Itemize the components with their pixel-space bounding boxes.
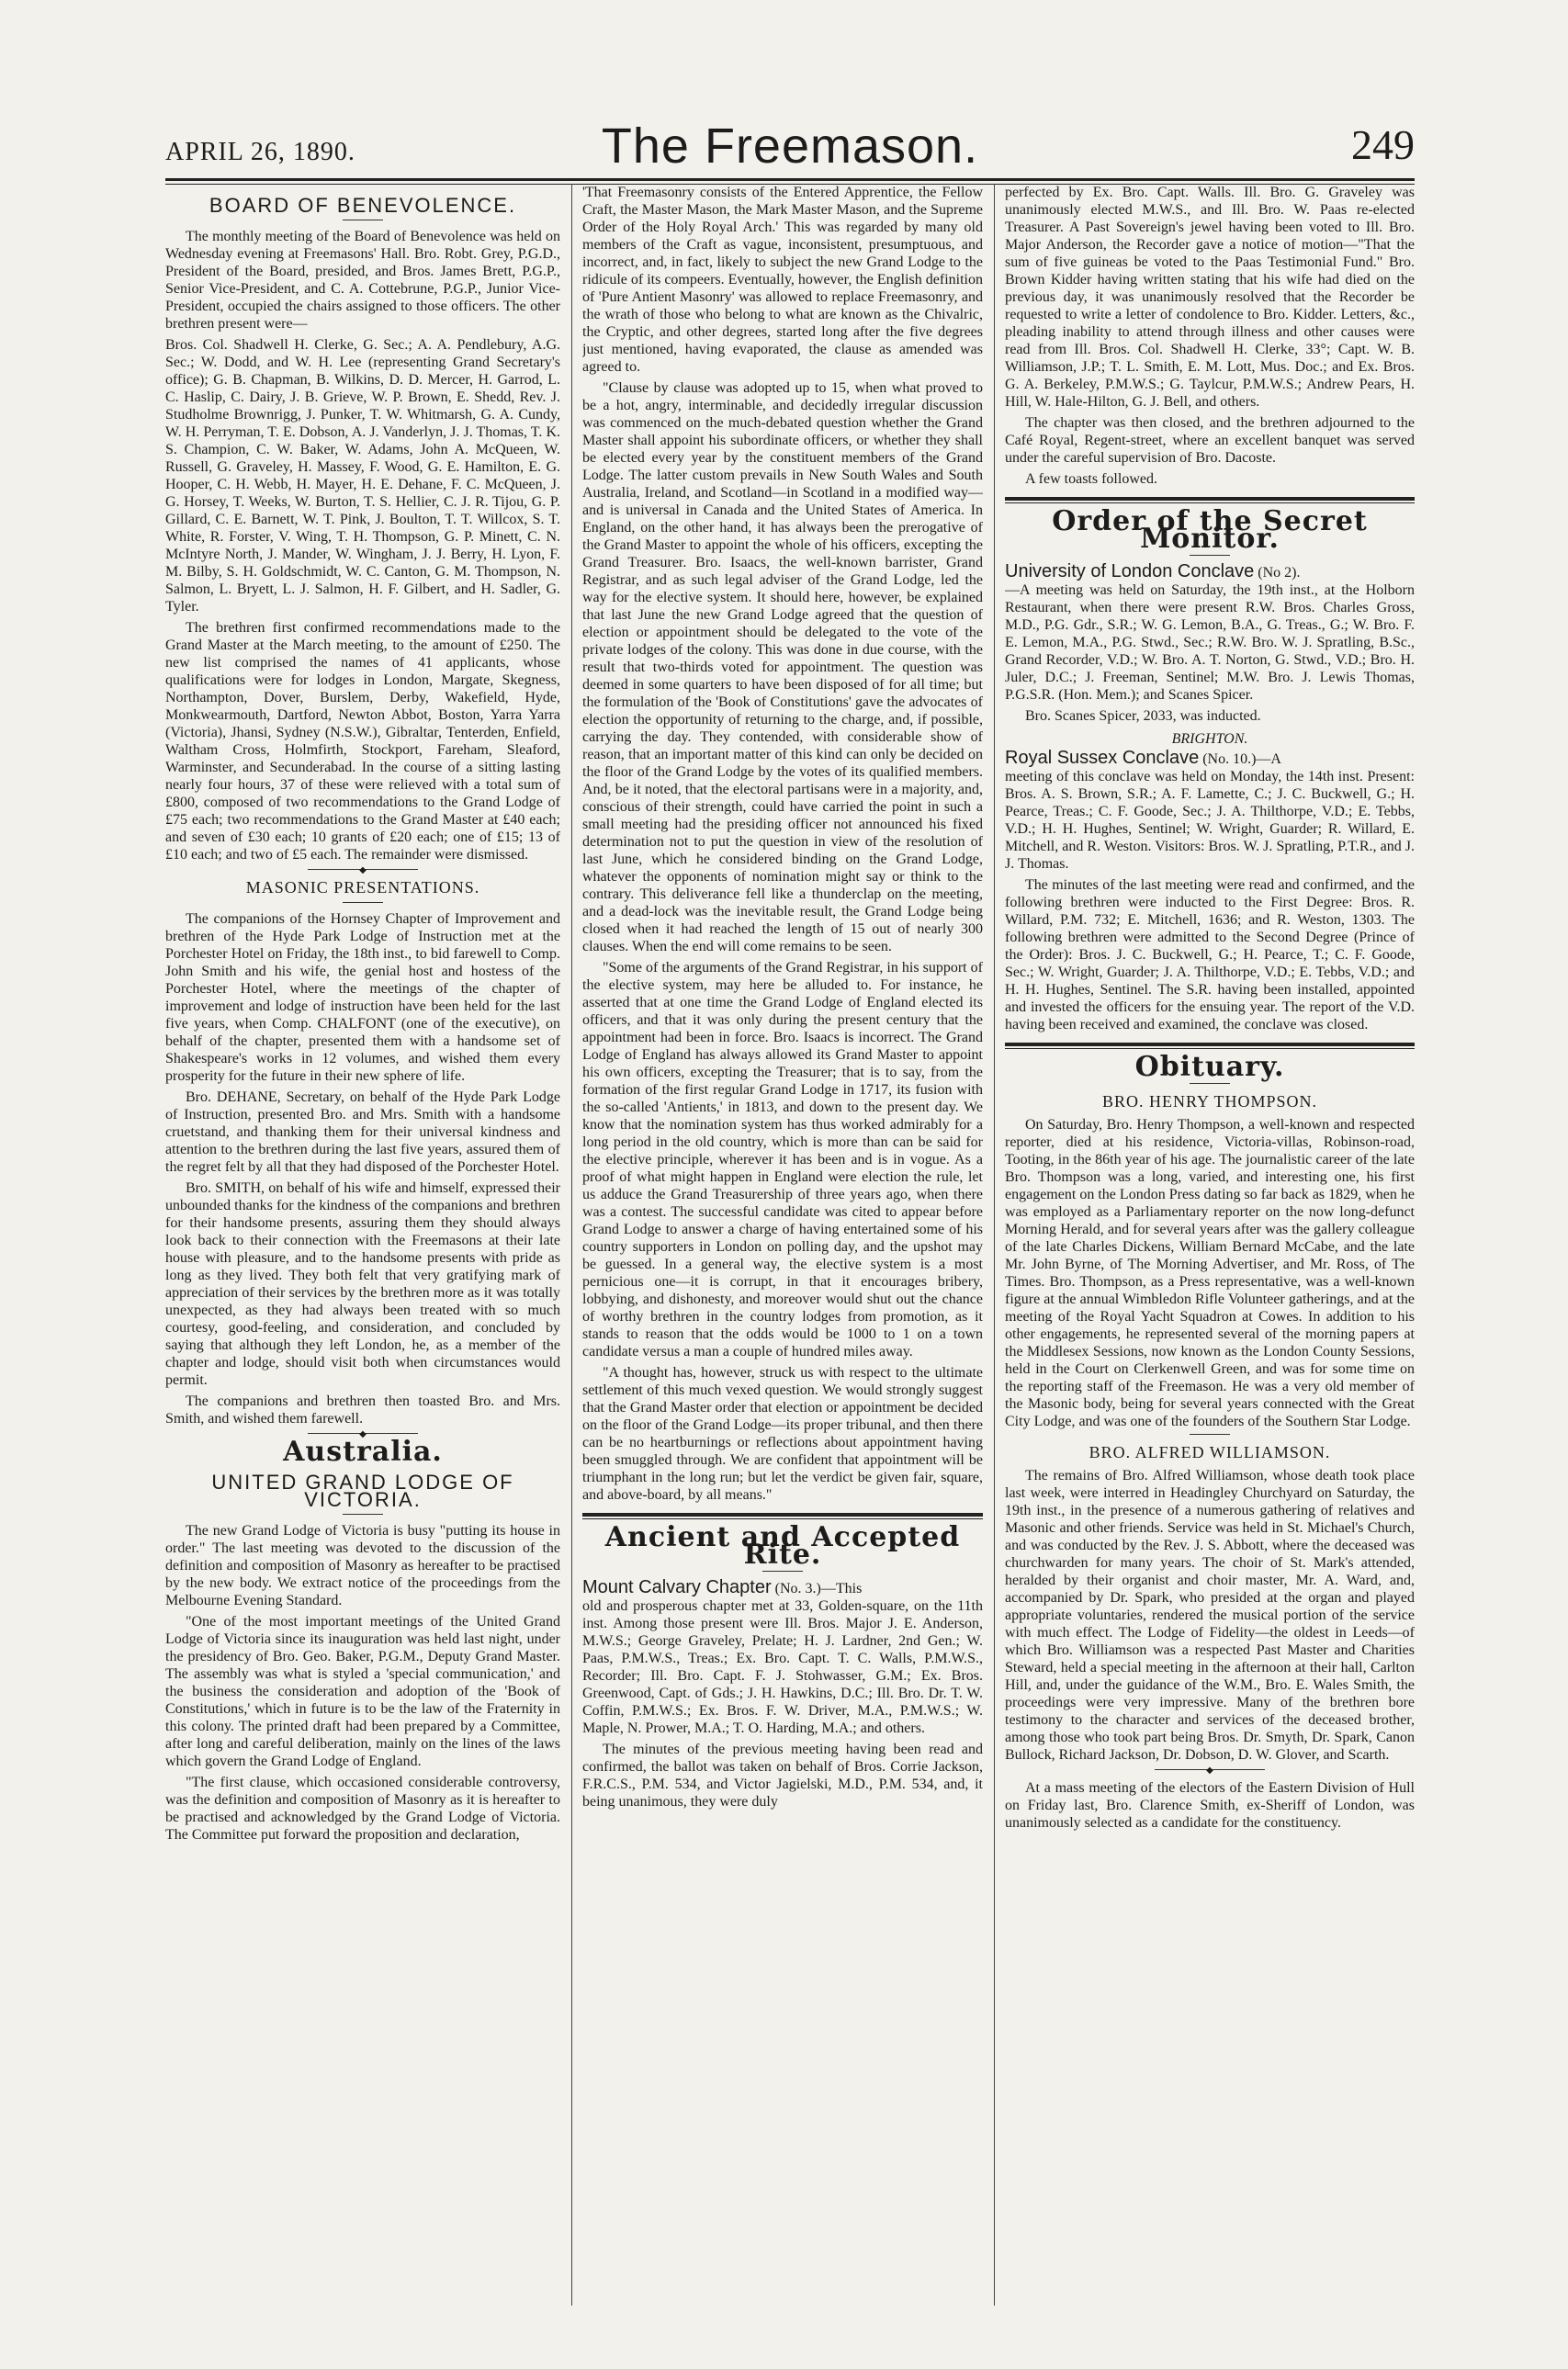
rite-heading: Ancient and Accepted Rite. <box>604 1521 961 1571</box>
sussex-number: (No. 10.)—A <box>1202 751 1281 767</box>
sussex-paragraph: The minutes of the last meeting were read and confirmed, and the following brethren were inducted to the First Degree: Bros. R. Willard, P.M. 732; E. Mitchell, 1636; and R. Weston, 1303. The following brethren were admitted to the Second Degree (Prince of the Order): Bros. J. C. Buckwell, G.; H. Pearce, T.; C. F. Goode, Sec.; W. Wright, Guarder; J. A. Thilthorpe, V.D.; E. Tebbs, V.D.; and H. H. Hughes, Sentinel. The S.R. having been installed, appointed and invested the officers for the ensuing year. The report of the V.D. having been received and examined, the conclave was closed. <box>1005 877 1415 1032</box>
diamond-divider <box>1155 1769 1265 1770</box>
presentations-heading: MASONIC PRESENTATIONS. <box>245 878 480 897</box>
london-paragraph: Bro. Scanes Spicer, 2033, was inducted. <box>1025 708 1261 724</box>
calvary-continued: A few toasts followed. <box>1025 471 1157 487</box>
presentations-paragraph: The companions and brethren then toasted Bro. and Mrs. Smith, and wished them farewell. <box>165 1393 560 1427</box>
board-paragraph: The brethren first confirmed recommendations made to the Grand Master at the March meeting, to the amount of £250. The new list comprised the names of 41 applicants, whose qualifications were for lodges in London, Margate, Skegness, Northampton, Dover, Burslem, Derby, Wakefield, Hyde, Monkwearmouth, Dartford, Newton Abbot, Boston, Yarra Yarra (Victoria), Jhansi, Sydney (N.S.W.), Gibraltar, Tenterden, Enfield, Waltham Cross, Holmfirth, Stockport, Fareham, Sleaford, Warminster, and Secunderabad. In the course of a sitting lasting nearly four hours, 37 of these were relieved with a total sum of £800, composed of two recommendations to the Grand Lodge of £75 each; two recommendations to the Grand Master at £40 each; and seven of £30 each; 10 grants of £20 each; one of £15; 13 of £10 each; and two of £5 each. The remainder were dismissed. <box>165 620 560 863</box>
short-rule <box>1190 1434 1230 1435</box>
column-1 <box>165 184 560 2314</box>
williamson-paragraph: The remains of Bro. Alfred Williamson, whose death took place last week, were interred in Headingley Churchyard on Saturday, the 19th inst., in the presence of a numerous gathering of relatives and Masonic and other friends. Service was held in St. Michael's Church, and was conducted by the Rev. J. S. Abbott, where the deceased was churchwarden for many years. The choir of St. Mark's attended, heralded by their organist and choir master, Mr. A. Ward, and, accompanied by Dr. Spark, who presided at the organ and played appropriate voluntaries, rendered the musical portion of the service with much effect. The Lodge of Fidelity—the oldest in Leeds—of which Bro. Williamson was a respected Past Master and Charities Steward, held a special meeting in the afternoon at their hall, Carlton Hill, and, under the guidance of the W.M., Bro. E. Wales Smith, the proceedings were very impressive. Many of the brethren bore testimony to the character and services of the deceased brother, among those who took part being Bros. Dr. Smyth, Dr. Spark, Canon Bullock, Richard Jackson, Dr. Dobson, D. W. Glover, and Scarth. <box>1005 1468 1415 1763</box>
london-heading-line <box>1005 563 1415 581</box>
calvary-continued: perfected by Ex. Bro. Capt. Walls. Ill. Bro. G. Graveley was unanimously elected M.W.S., and Ill. Bro. W. Paas re-elected Treasurer. A Past Sovereign's jewel having been voted to Ill. Bro. Major Anderson, the Recorder gave a notice of motion—"That the sum of five guineas be voted to the Paas Testimonial Fund." Bro. Brown Kidder having written stating that his wife had died on the previous day, it was unanimously resolved that the Recorder be requested to write a letter of condolence to Bro. Kidder. Letters, &c., pleading inability to attend through illness and other causes were read from Ill. Bros. Col. Shadwell H. Clerke, 33°; Capt. W. B. Williamson, J.P.; T. L. Smith, E. M. Lott, Mus. Doc.; and Ex. Bros. G. A. Berkeley, P.M.W.S.; G. Taylcur, P.M.W.S.; Andrew Pears, H. Hill, W. Hale-Hilton, G. J. Bell, and others. <box>1005 185 1415 410</box>
calvary-paragraph: old and prosperous chapter met at 33, Golden-square, on the 11th inst. Among those present were Ill. Bros. Major J. E. Anderson, M.W.S.; George Graveley, Prelate; H. J. Lardner, 2nd Gen.; W. Paas, P.M.W.S., Treas.; Ex. Bro. Capt. T. C. Walls, P.M.W.S., Recorder; Ill. Bro. Capt. F. J. Stohwasser, G.M.; Ex. Bros. Greenwood, Capt. of Gds.; J. H. Hawkins, D.C.; Ill. Bro. Dr. T. W. Coffin, P.M.W.S.; Ex. Bros. F. W. Driver, M.A., P.M.W.S.; W. Maple, N. Prower, M.A.; T. O. Harding, M.A.; and others. <box>582 1598 983 1736</box>
column-divider <box>571 184 572 2306</box>
hull-paragraph: At a mass meeting of the electors of the Eastern Division of Hull on Friday last, Bro. Clarence Smith, ex-Sheriff of London, was unanimously selected as a candidate for the constituency. <box>1005 1780 1415 1831</box>
masthead <box>165 118 1415 173</box>
thompson-paragraph: On Saturday, Bro. Henry Thompson, a well-known and respected reporter, died at his residence, Victoria-villas, Robinson-road, Tooting, in the 86th year of his age. The journalistic career of the late Bro. Thompson was a long, varied, and interesting one, his first engagement on the London Press dating so far back as 1829, when he was employed as a Parliamentary reporter on the now long-defunct Morning Herald, and for several years after was the gallery colleague of the late Charles Dickens, William Bernard McCabe, and the late Mr. John Byrne, of The Morning Advertiser, and Mr. Ross, of The Times. Bro. Thompson, as a Press representative, was a well-known figure at the annual Wimbledon Rifle Volunteer gatherings, and at the meeting of the Royal Yacht Squadron at Cowes. In addition to his other engagements, he represented several of the morning papers at the Middlesex Sessions, now known as the London County Sessions, held in the Court on Clerkenwell Green, and was for some time on the reporting staff of the Freemason. He was a very old member of the Masonic body, being for several years connected with the Great City Lodge, and was one of the founders of the Southern Star Lodge. <box>1005 1117 1415 1429</box>
monitor-heading: Order of the Secret Monitor. <box>1052 505 1368 555</box>
london-number: (No 2). <box>1258 565 1301 581</box>
presentations-paragraph: The companions of the Hornsey Chapter of Improvement and brethren of the Hyde Park Lodge of Instruction met at the Porchester Hotel on Friday, the 18th inst., to bid farewell to Comp. John Smith and his wife, the genial host and hostess of the Porchester Hotel, where the meetings of the chapter of improvement and lodge of instruction have been held for the last five years, when Comp. CHALFONT (one of the executive), on behalf of the chapter, presented them with a handsome set of Shakespeare's works in 12 volumes, and wished them every prosperity for the future in their new sphere of life. <box>165 911 560 1084</box>
brighton-heading: BRIGHTON. <box>1171 731 1248 747</box>
williamson-heading: BRO. ALFRED WILLIAMSON. <box>1089 1443 1331 1461</box>
sussex-paragraph: meeting of this conclave was held on Monday, the 14th inst. Present: Bros. A. S. Brown, S.R.; A. F. Lamette, C.; J. C. Buckwell, G.; H. Pearce, Treas.; C. F. Goode, Sec.; J. A. Thilthorpe, V.D.; E. Tebbs, V.D.; H. H. Hughes, Sentinel; W. Wright, Guarder; R. Willard, E. Mitchell, and R. Weston. Visitors: Bros. W. J. Spratling, P.T.R., and J. J. Thomas. <box>1005 769 1415 872</box>
issue-date: APRIL 26, 1890. <box>165 138 355 166</box>
victoria-continued: 'That Freemasonry consists of the Entered Apprentice, the Fellow Craft, the Master Mason, the Mark Master Mason, and the Supreme Order of the Holy Royal Arch.' This was regarded by many old members of the Craft as vague, inconsistent, presumptuous, and incorrect, and, in fact, likely to subject the new Grand Lodge to the ridicule of its compeers. Eventually, however, the English definition of 'Pure Antient Masonry' was allowed to replace Freemasonry, and the wrath of those who belong to what are known as the Chivalric, the Cryptic, and other degrees, started long after the five degrees just mentioned, having evaporated, the clause as amended was agreed to. <box>582 185 983 375</box>
short-rule <box>343 1514 383 1515</box>
calvary-heading: Mount Calvary Chapter <box>582 1577 772 1597</box>
calvary-number: (No. 3.)—This <box>774 1581 863 1596</box>
column-divider <box>994 184 995 2306</box>
page-number: 249 <box>1351 121 1415 168</box>
section-rule <box>582 1513 983 1519</box>
sussex-heading-line <box>1005 750 1415 768</box>
calvary-heading-line <box>582 1579 983 1597</box>
calvary-paragraph: The minutes of the previous meeting having been read and confirmed, the ballot was taken on behalf of Bros. Corrie Jackson, F.R.C.S., P.M. 534, and Victor Jagielski, M.D., P.M. 534, and, it being unanimous, they were duly <box>582 1742 983 1810</box>
newspaper-title: The Freemason. <box>601 118 979 174</box>
presentations-paragraph: Bro. SMITH, on behalf of his wife and himself, expressed their unbounded thanks for the kindness of the companions and brethren for their handsome presents, assuring them they should always look back to their connection with the Freemasons at their late house with pleasure, and to the handsome presents with pride as long as they lived. They both felt that very gratifying mark of appreciation of their services by the brethren more as it was totally unexpected, as they had always been treated with so much courtesy, good-feeling, and consideration, and concluded by saying that although they left London, he, as a member of the chapter and lodge, should visit both when circumstances would permit. <box>165 1180 560 1388</box>
victoria-paragraph: The new Grand Lodge of Victoria is busy "putting its house in order." The last meeting was devoted to the discussion of the definition and composition of Masonry as hereafter to be practised by the new body. We extract notice of the proceedings from the Melbourne Evening Standard. <box>165 1523 560 1608</box>
australia-heading: Australia. <box>283 1436 443 1468</box>
victoria-paragraph: "The first clause, which occasioned considerable controversy, was the definition and composition of Masonry as it is hereafter to be practised and acknowledged by the Grand Lodge of Victoria. The Committee put forward the proposition and declaration, <box>165 1775 560 1843</box>
board-paragraph: The monthly meeting of the Board of Benevolence was held on Wednesday evening at Freemasons' Hall. Bro. Robt. Grey, P.G.D., President of the Board, presided, and Bros. James Brett, P.G.P., Senior Vice-President, and C. A. Cottebrune, P.G.P., Junior Vice-President, occupied the chairs assigned to those officers. The other brethren present were— <box>165 229 560 332</box>
board-attendees: Bros. Col. Shadwell H. Clerke, G. Sec.; A. A. Pendlebury, A.G. Sec.; W. Dodd, and W. H. Lee (representing Grand Secretary's office); G. B. Chapman, B. Wilkins, D. D. Mercer, H. Garrod, L. C. Haslip, C. Dairy, J. B. Grieve, W. P. Brown, E. Shedd, Rev. J. Studholme Brownrigg, J. Punker, T. W. Whitmarsh, G. A. Cundy, W. H. Perryman, T. E. Dobson, A. J. Vanderlyn, J. J. Thomas, T. K. S. Champion, C. W. Baker, W. Adams, John A. McQueen, W. Russell, G. Graveley, H. Massey, F. Wood, G. E. Hamilton, E. G. Hooper, C. H. Webb, H. Mayer, H. E. Dehane, F. C. McQueen, J. G. Horsey, T. Weeks, W. Burton, T. S. Hellier, C. J. R. Tijou, G. P. Gillard, C. E. Barnett, W. T. Pink, J. Boulton, T. T. Willcox, S. T. White, R. Forster, V. Wing, T. H. Thompson, G. P. Minett, C. N. McIntyre North, J. Mander, W. Wingham, J. J. Berry, H. Lyon, F. M. Bilby, S. H. Goldschmidt, W. C. Canton, G. M. Thompson, N. Salmon, L. Bryett, L. J. Salmon, H. F. Gilbert, and H. Sadler, G. Tyler. <box>165 337 560 615</box>
short-rule <box>762 1571 803 1572</box>
thompson-heading: BRO. HENRY THOMPSON. <box>1101 1092 1318 1111</box>
victoria-heading: UNITED GRAND LODGE OF VICTORIA. <box>211 1471 514 1511</box>
victoria-continued: "Some of the arguments of the Grand Registrar, in his support of the elective system, may here be alluded to. For instance, he asserted that at one time the Grand Lodge of England elected its officers, and that it was only during the present century that the appointment had been in force. Bro. Isaacs is incorrect. The Grand Lodge of England has always allowed its Grand Master to appoint his own officers, excepting the Treasurer; that is to say, from the formation of the first regular Grand Lodge in 1717, its fusion with the so-called 'Antients,' in 1813, and down to the present day. We know that the nomination system has thus worked admirably for a long period in the old country, which is more than can be said for the elective principle, wherever it has been and is in vogue. As a proof of what might happen in England were election the rule, let us adduce the Grand Treasurership of three years ago, when there was a contest. The successful candidate was cited to appear before Grand Lodge to answer a charge of having entertained some of his country supporters in London on polling day, and the upshot may be guessed. In a general way, the elective system is a most pernicious one—it is corrupt, in that it encourages bribery, lobbying, and dishonesty, and moreover would shut out the chance of worthy brethren in the country lodges from promotion, as it stands to reason that the odds would be 1000 to 1 on a town candidate versus a man a couple of hundred miles away. <box>582 960 983 1359</box>
victoria-continued: "Clause by clause was adopted up to 15, when what proved to be a hot, angry, interminable, and decidedly irregular discussion was commenced on the much-debated question whether the Grand Master shall appoint his subordinate officers, or whether they shall be elected every year by the constituent members of the Grand Lodge. The latter custom prevails in New South Wales and South Australia, Ireland, and Scotland—in Scotland in a modified way—and is universal in Canada and the United States of America. In England, on the other hand, it has always been the prerogative of the Grand Master to appoint the whole of his officers, excepting the Grand Treasurer. Bro. Isaacs, the well-known barrister, Grand Registrar, and as such legal adviser of the Grand Lodge, led the way for the elective system. It should here, however, be explained that last June the new Grand Lodge agreed that the question of election or appointment should be delegated to the vote of the private lodges of the colony. This was done in due course, with the result that two-thirds voted for appointment. The question was deemed in some quarters to have been disposed of for all time; but the formulation of the 'Book of Constitutions' gave the advocates of election the opportunity of returning to the charge, and, if possible, carrying the day. They contended, with considerable show of reason, that an important matter of this kind can only be decided on the floor of the Grand Lodge by the votes of its qualified members. And, be it noted, that the electoral partisans were in a majority, and, conscious of their strength, could have carried the point in such a small meeting had the presiding officer not announced his fixed determination not to put the question in view of the resolution of last June, which he considered binding on the Grand Lodge, whatever the opponents of nomination might say or think to the contrary. This deliverance fell like a thunderclap on the meeting, and a dead-lock was the inevitable result, the Grand Lodge being closed when it had reached the length of 15 out of nearly 300 clauses. When the end will come remains to be seen. <box>582 380 983 954</box>
column-2 <box>582 184 983 2314</box>
short-rule <box>1190 1083 1230 1084</box>
short-rule <box>1190 555 1230 556</box>
section-rule <box>1005 497 1415 503</box>
obituary-heading: Obituary. <box>1134 1051 1285 1083</box>
short-rule <box>343 902 383 903</box>
victoria-continued: "A thought has, however, struck us with respect to the ultimate settlement of this much vexed question. We would strongly suggest that the Grand Master order that election or appointment be decided on the floor of the Grand Lodge—its proper tribunal, and then there can be no heartburnings or reflections about appointment having been smuggled through. We are confident that appointment will be triumphant in the long run; but let the verdict be given fair, square, and above-board, by all means." <box>582 1365 983 1503</box>
sussex-heading: Royal Sussex Conclave <box>1005 748 1200 768</box>
victoria-paragraph: "One of the most important meetings of the United Grand Lodge of Victoria since its inauguration was held last night, under the presidency of Bro. Geo. Baker, P.G.M., Deputy Grand Master. The assembly was what is styled a 'special communication,' and the business the consideration and adoption of the 'Book of Constitutions,' which in future is to be the law of the Fraternity in this colony. The printed draft had been prepared by a Committee, after long and careful deliberation, mainly on the lines of the laws which govern the Grand Lodge of England. <box>165 1614 560 1769</box>
section-rule <box>1005 1043 1415 1049</box>
london-paragraph: —A meeting was held on Saturday, the 19th inst., at the Holborn Restaurant, when there were present R.W. Bros. Charles Gross, M.D., P.G. Gdr., S.R.; W. G. Lemon, B.A., G. Treas., G.; W. Bro. F. E. Lemon, M.A., P.G. Stwd., Sec.; R.W. Bro. W. J. Spratling, B.Sc., Grand Recorder, V.D.; W. Bro. A. T. Norton, G. Stwd., V.D.; Bro. H. Juler, D.C.; J. Freeman, Sentinel; M.W. Bro. J. Lewis Thomas, P.G.S.R. (Hon. Mem.); and Scanes Spicer. <box>1005 582 1415 703</box>
column-3 <box>1005 184 1415 2314</box>
london-heading: University of London Conclave <box>1005 561 1255 581</box>
diamond-divider <box>308 869 418 870</box>
board-heading: BOARD OF BENEVOLENCE. <box>209 194 517 217</box>
calvary-continued: The chapter was then closed, and the brethren adjourned to the Café Royal, Regent-street, where an excellent banquet was served under the careful supervision of Bro. Dacoste. <box>1005 415 1415 466</box>
presentations-paragraph: Bro. DEHANE, Secretary, on behalf of the Hyde Park Lodge of Instruction, presented Bro. and Mrs. Smith with a handsome cruetstand, and thanking them for their universal kindness and attention to the brethren during the last five years, assured them of the regret felt by all that they had disposed of the Porchester Hotel. <box>165 1089 560 1175</box>
diamond-divider <box>308 1433 418 1434</box>
